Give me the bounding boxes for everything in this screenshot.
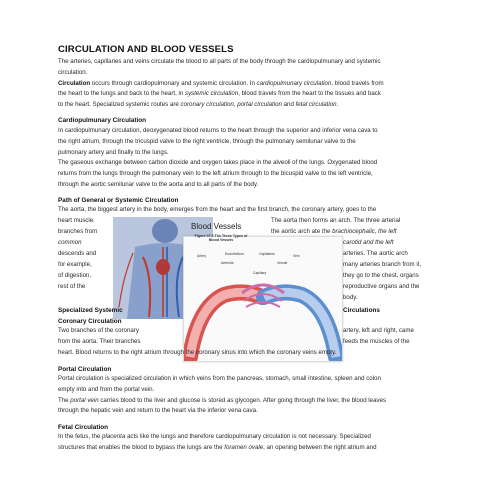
text-line: through the aortic semilunar valve to the aorta and to all parts of the body. [58,180,259,188]
text-span: The [58,396,71,404]
text-span: , blood travels from [331,79,384,87]
text-line: from the aorta. Their branches [58,338,141,345]
em-term: coronary circulation [180,101,234,109]
text-line: body. [343,294,358,301]
em-term: foramen ovale [224,443,264,451]
text-line: through the hepatic vein and return to the heart via the inferior vena cava. [58,407,258,415]
text-line: common [58,239,82,246]
text-span: the aortic arch ate [271,228,322,235]
text-line [58,79,438,90]
text-span: the heart to the lungs and back to the heart, in [58,90,185,98]
em-term: placenta [102,433,126,440]
text-line [58,396,438,407]
text-line [58,432,438,443]
text-span: and [281,101,296,109]
figure-title: Blood Vessels [191,222,242,231]
text-line: In cardiopulmunary circulation, deoxygenated blood returns to the heart through the superior and inferior vena cava to [58,127,378,134]
text-line: Two branches of the coronary [58,327,139,334]
text-line: branches from [58,228,98,235]
text-span: , an opening between the right atrium and [263,443,377,451]
text-line: arteries. The aortic arch [343,250,408,257]
em-term: portal circulation [237,101,282,109]
text-line: The aorta then forms an arch. The three arterial [271,217,401,224]
intro-paragraph [58,57,438,111]
text-line [58,89,438,100]
text-span: carries blood to the liver and glucose is stored as glycogen. After going through the liver, the blood leaves [98,396,387,404]
text-line: many arteries branch from it, [343,261,422,268]
section-heading-fetal: Fetal Circulation [58,424,109,431]
section-heading-cardio: Cardiopulmunary Circulation [58,117,147,124]
figure-label: Venule [277,261,288,265]
text-span: acts like the lungs and therefore cardiopulmunary circulation is not necessary. Specialized [125,433,371,440]
text-line [58,100,438,111]
text-line: The aorta, the biggest artery in the body, emerges from the heart and the first branch, the coronary artery, goes to the [58,206,377,213]
text-line: circulation. [58,68,88,76]
em-term: the brachiocephalic, the left [321,228,397,235]
text-span: occurs through cardiopulmonary and systemic circulation. In [90,79,257,87]
text-span: , [233,101,238,109]
text-line: for example, [58,261,92,268]
text-line: returns from the lungs through the pulmonary vein to the left atrium through to the bicuspid valve to the left ventricle, [58,170,373,178]
section-heading-path: Path of General or Systemic Circulation [58,197,179,204]
subheading-coronary: Coronary Circulation [58,318,122,325]
page-title: CIRCULATION AND BLOOD VESSELS [58,44,234,55]
figure-label: Capillaries [259,252,275,256]
text-span: , blood travels from the heart to the tissues and back [238,90,381,98]
text-line: of digestion, [58,272,92,279]
text-span: . [336,101,339,109]
text-line: they go to the chest, organs [343,272,419,279]
blood-vessels-figure [113,217,341,341]
section-heading-special: Specialized Systemic [58,307,123,314]
em-term: cardiopulmunary circulation [256,79,332,87]
text-line: rest of the [58,283,86,290]
text-line: the right atrium, through the tricuspid valve to the right ventricle, through the pulmonary semilunar valve to the [58,137,356,145]
text-line: heart. Blood returns to the right atrium through the coronary sinus into which the coronary veins empty. [58,349,337,356]
portal-paragraph [58,374,438,417]
text-line: empty into and from the portal vein. [58,385,155,393]
cardio-paragraph [58,126,438,191]
section-heading-special-cont: Circulations [343,307,380,314]
text-line: artery, left and right, came [343,327,414,334]
text-span: structures that enables the blood to bypass the lungs are the [58,443,225,451]
fetal-paragraph [58,432,438,454]
text-span: In the fetus, the [58,433,103,440]
text-line: pulmonary artery and finally to the lungs. [58,148,169,156]
figure-caption: Figure 37.6 The Three Types of Blood Vessels [194,234,248,243]
bold-term: Circulation [58,79,91,87]
text-line: The gaseous exchange between carbon dioxide and oxygen takes place in the alveoli of the lungs. Oxygenated blood [58,159,378,167]
figure-label: Artery [197,254,207,258]
em-term: portal vein [70,396,99,404]
em-term: fetal circulation [295,101,337,109]
em-term: systemic circulation [185,90,239,98]
text-line: feeds the muscles of the [343,338,410,345]
figure-label: Vein [293,254,300,258]
text-line: carotid and the left [343,239,394,246]
text-line: The arteries, capillaries and veins circulate the blood to all parts of the body through the cardiopulmunary and systemic [58,58,381,65]
figure-label: Endothelium [225,252,244,256]
text-span: to the heart. Specialized systemic routes are [58,101,181,109]
section-heading-portal: Portal Circulation [58,366,112,373]
text-line: descends and [58,250,97,257]
text-line: Portal circulation is specialized circulation in which veins from the pancreas, stomach, small intestine, spleen and colon [58,375,381,382]
figure-label: Capillary [253,271,267,275]
text-line: reproductive organs and the [343,283,420,290]
text-line [58,443,438,454]
figure-label: Arteriole [221,261,234,265]
text-line: heart muscle. [58,217,95,224]
